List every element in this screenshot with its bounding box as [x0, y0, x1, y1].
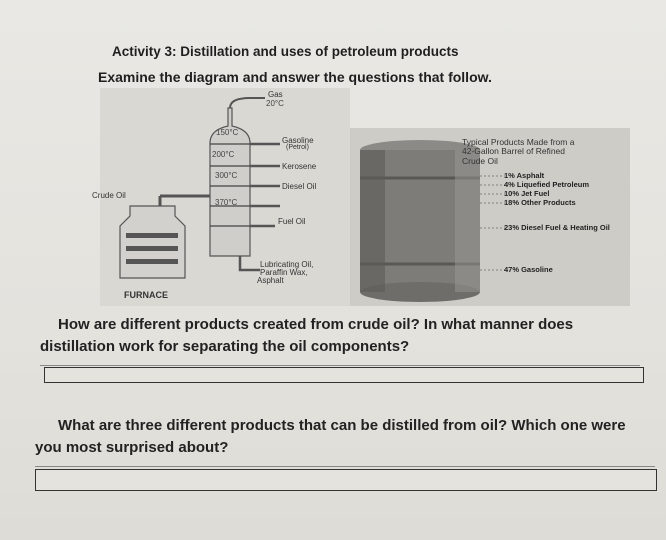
other-products-share-label: 18% Other Products: [504, 198, 576, 207]
instruction-text: Examine the diagram and answer the questions that follow.: [98, 69, 492, 85]
gas-temp-label: 20°C: [266, 99, 284, 108]
barrel-title-line-1: Typical Products Made from a: [462, 137, 575, 147]
barrel-title-line-3: Crude Oil: [462, 156, 498, 166]
crude-oil-label: Crude Oil: [92, 191, 126, 200]
activity-title: Activity 3: Distillation and uses of petroleum products: [112, 44, 459, 59]
lpg-share-label: 4% Liquefied Petroleum: [504, 180, 590, 189]
question-2-rule: [35, 466, 655, 467]
temp-label-300: 300°C: [215, 171, 238, 180]
barrel-title-line-2: 42-Gallon Barrel of Refined: [462, 146, 566, 156]
distillation-diagram: [92, 88, 630, 306]
gasoline-share-label: 47% Gasoline: [504, 265, 553, 274]
diesel-heating-share-label: 23% Diesel Fuel & Heating Oil: [504, 223, 610, 232]
question-1-line-1: How are different products created from crude oil? In what manner does: [58, 316, 574, 333]
question-2-answer-box[interactable]: [35, 469, 657, 491]
kerosene-label: Kerosene: [282, 162, 317, 171]
gas-label: Gas: [268, 90, 283, 99]
asphalt-label: Asphalt: [257, 276, 284, 285]
question-1-rule: [40, 365, 640, 366]
petrol-label: (Petrol): [286, 144, 309, 151]
asphalt-share-label: 1% Asphalt: [504, 171, 545, 180]
temp-label-150: 150°C: [216, 128, 239, 137]
question-1-answer-box[interactable]: [44, 367, 644, 383]
paraffin-wax-label: Paraffin Wax,: [260, 268, 308, 277]
furnace-label: FURNACE: [124, 290, 168, 300]
lubricating-oil-label: Lubricating Oil,: [260, 260, 314, 269]
question-1-line-2: distillation work for separating the oil components?: [40, 338, 410, 355]
jet-fuel-share-label: 10% Jet Fuel: [504, 189, 550, 198]
gasoline-label: Gasoline: [282, 136, 314, 145]
question-2-line-2: you most surprised about?: [35, 439, 229, 456]
temp-label-370: 370°C: [215, 198, 238, 207]
question-2-line-1: What are three different products that can be distilled from oil? Which one were: [58, 417, 626, 434]
fuel-oil-label: Fuel Oil: [278, 217, 306, 226]
temp-label-200: 200°C: [212, 150, 235, 159]
diesel-oil-label: Diesel Oil: [282, 182, 317, 191]
